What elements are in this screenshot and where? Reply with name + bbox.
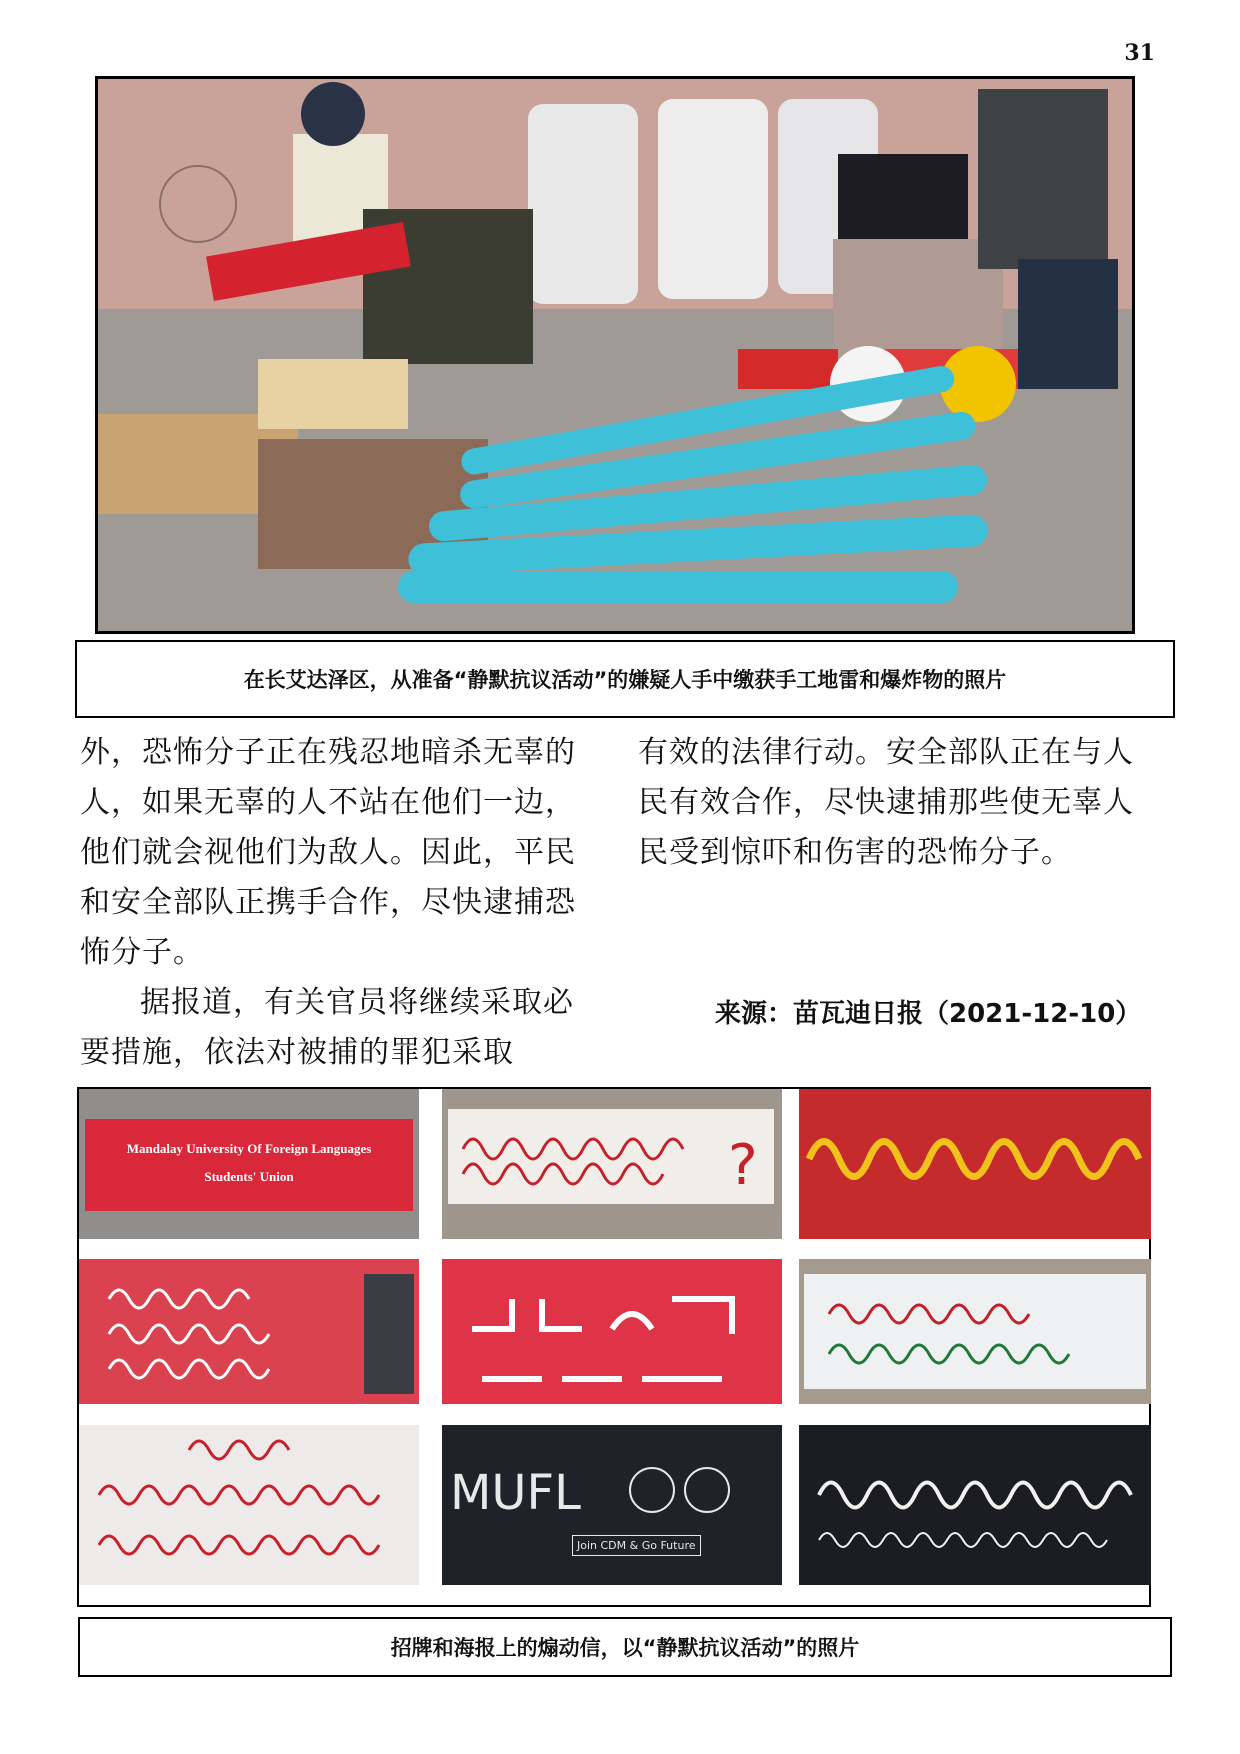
right-text-column xyxy=(638,728,1158,878)
source-line: 来源：苗瓦迪日报（2021-12-10） xyxy=(715,999,1142,1029)
left-paragraph-2: 据报道，有关官员将继续采取必要措施，依法对被捕的罪犯采取 xyxy=(80,985,574,1070)
banner-photo-7 xyxy=(79,1425,419,1585)
banner-photo-3 xyxy=(799,1089,1151,1239)
script-lettering xyxy=(448,1109,774,1204)
left-text-column xyxy=(80,728,600,1078)
banner-photo-1 xyxy=(79,1089,419,1239)
banner-photo-8 xyxy=(442,1425,782,1585)
page-number: 31 xyxy=(1124,40,1155,66)
svg-text:?: ? xyxy=(728,1133,758,1198)
banner-photo-2 xyxy=(442,1089,782,1239)
left-paragraph-1: 外，恐怖分子正在残忍地暗杀无辜的人，如果无辜的人不站在他们一边，他们就会视他们为敌人。因此，平民和安全部队正携手合作，尽快逮捕恐怖分子。 xyxy=(80,735,576,970)
banner-photo-5 xyxy=(442,1259,782,1404)
bottom-photo-caption: 招牌和海报上的煽动信，以“静默抗议活动”的照片 xyxy=(78,1617,1172,1677)
banner-photo-grid xyxy=(77,1087,1151,1607)
banner-text-mufl: MUFL xyxy=(450,1465,581,1521)
red-banner xyxy=(85,1119,413,1211)
top-photo-caption: 在长艾达泽区，从准备“静默抗议活动”的嫌疑人手中缴获手工地雷和爆炸物的照片 xyxy=(75,640,1175,718)
seized-explosives-photo xyxy=(95,76,1135,634)
seized-explosives-illustration xyxy=(98,79,1132,631)
white-banner-red-handwriting xyxy=(79,1425,419,1585)
white-banner-red-script xyxy=(448,1109,774,1204)
red-banner-yellow-script xyxy=(799,1089,1151,1239)
banner-photo-9 xyxy=(799,1425,1151,1585)
pink-banner-white-script xyxy=(79,1259,419,1404)
cartoon-faces xyxy=(622,1445,762,1535)
red-banner-block-script xyxy=(442,1259,782,1404)
banner-text-university: Mandalay University Of Foreign Languages xyxy=(126,1141,372,1156)
black-banner-white-script xyxy=(799,1425,1151,1585)
banner-text-join: Join CDM & Go Future xyxy=(572,1535,701,1556)
banner-photo-6 xyxy=(799,1259,1151,1404)
banner-photo-4 xyxy=(79,1259,419,1404)
white-banner-colored-script xyxy=(799,1259,1151,1404)
right-paragraph-1: 有效的法律行动。安全部队正在与人民有效合作，尽快逮捕那些使无辜人民受到惊吓和伤害的恐怖分子。 xyxy=(638,735,1134,870)
banner-text-union: Students' Union xyxy=(204,1169,294,1184)
